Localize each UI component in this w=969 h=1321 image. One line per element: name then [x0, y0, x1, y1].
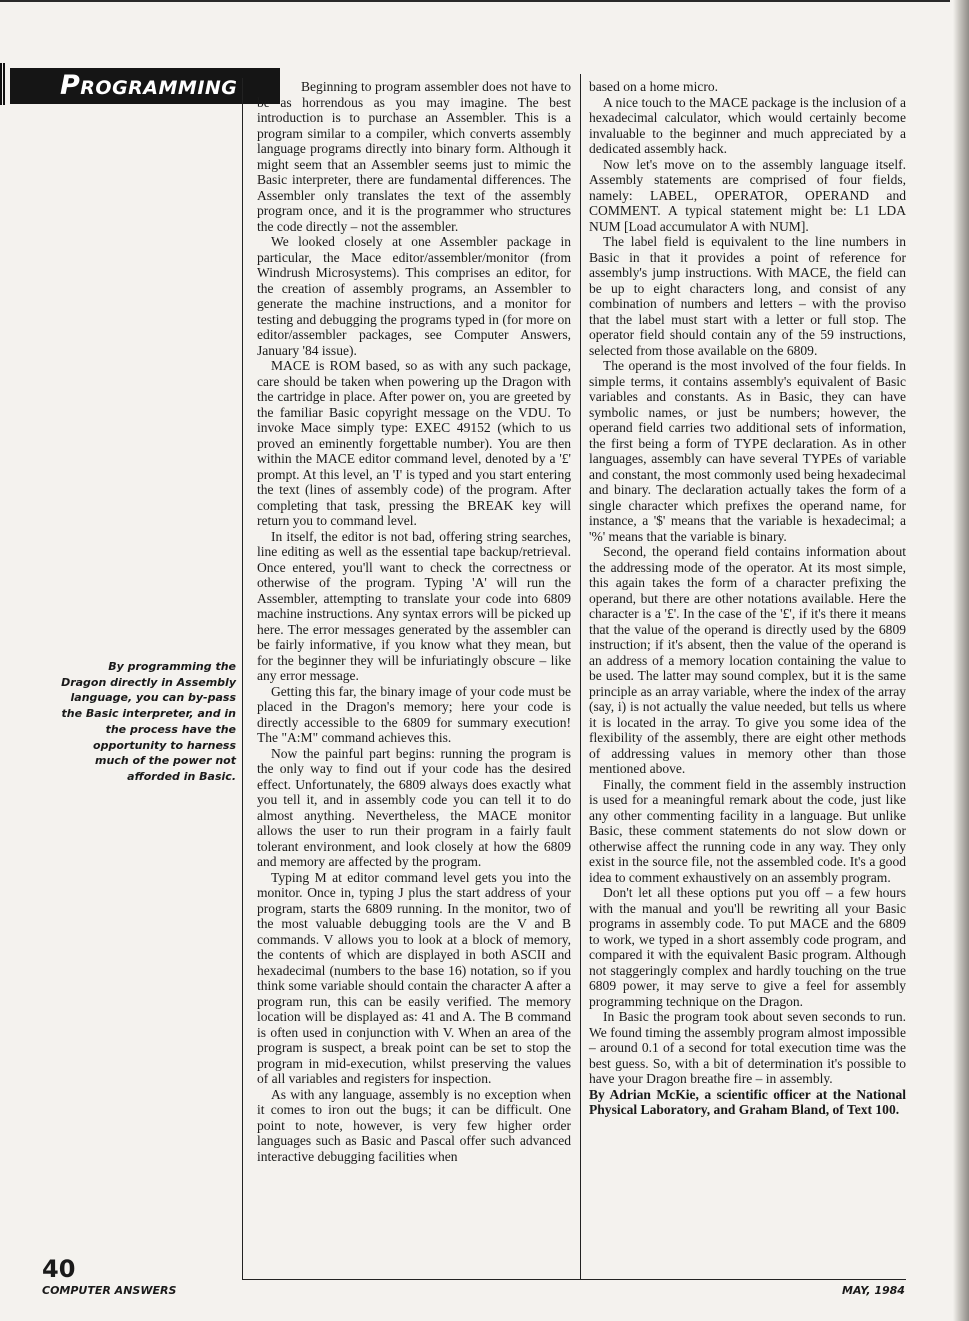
column-rule-bottom — [242, 1279, 906, 1280]
pull-caption: By programming the Dragon directly in Assembly language, you can by-pass the Basic interpreter, and in the process have the opportunity to harness much of the power not afforded in Basic. — [61, 660, 236, 783]
section-banner — [10, 68, 280, 104]
article-column-2 — [589, 79, 906, 1118]
article-paragraph: Finally, the comment field in the assembly instruction is used for a meaningful remark about the code, just like any other commenting facility in a language. But unlike Basic, these comment statements do not slow down or otherwise affect the running code in any way. They only exist in the source file, not the assembled code. It's a good idea to comment exhaustively on an assembly program. — [589, 776, 906, 885]
page-number: 40 — [42, 1255, 76, 1283]
article-paragraph: A nice touch to the MACE package is the inclusion of a hexadecimal calculator, which would certainly become invaluable to the beginner and much appreciated by a dedicated assembly hack. — [589, 94, 906, 156]
article-paragraph: based on a home micro. — [589, 79, 719, 94]
article-column-1 — [257, 79, 571, 1164]
author-byline: By Adrian McKie, a scientific officer at the National Physical Laboratory, and Graham Bland, of Text 100. — [589, 1086, 906, 1117]
page-edge-shadow — [953, 0, 969, 1321]
article-paragraph: The operand is the most involved of the four fields. In simple terms, it contains assembly's equivalent of Basic variables and constants. As in Basic, they can have symbolic names, or just be numbers; however, the operand field carries two additional sets of information, the first being a form of TYPE declaration. As in other languages, assembly can have several TYPEs of variable and constant, the most commonly used being hexadecimal and binary. The declaration actually takes the form of a single character which prefixes the operand name, for instance, a '$' means that the variable is hexadecimal; a '%' means that the variable is binary. — [589, 358, 906, 544]
article-paragraph: The label field is equivalent to the line numbers in Basic in that it provides a point of reference for assembly's jump instructions. With MACE, the field can be up to eight characters long, and consist of any combination of numbers and letters – with the proviso that the label must start with a letter or full stop. The operator field should contain any of the 59 instructions, selected from those available on the 6809. — [589, 234, 906, 358]
top-rule — [0, 0, 950, 2]
column-rule-left — [242, 78, 243, 1280]
section-title: Programming — [60, 70, 238, 101]
article-paragraph: In Basic the program took about seven seconds to run. We found timing the assembly program almost impossible – around 0.1 of a second for total execution time was the best guess. So, with a bit of determination it's possible to have your Dragon breathe fire – in assembly. — [589, 1009, 906, 1086]
article-paragraph: Typing M at editor command level gets you into the monitor. Once in, typing J plus the start address of your program, starts the 6809 running. In the monitor, two of the most valuable debugging tools are the V and B commands. V allows you to look at a block of memory, the contents of which are displayed in both ASCII and hexadecimal (numbers to the base 16) notation, so if you think some variable should contain the character A after a program run, this can be easily verified. The memory location will be displayed as: 41 and A. The B command is often used in conjunction with V. When an area of the program is suspect, a break point can be set to stop the program in mid-execution, whilst preserving the values of all variables and registers for inspection. — [257, 869, 571, 1086]
article-paragraph: As with any language, assembly is no exception when it comes to iron out the bugs; it can be difficult. One point to note, however, is very few higher order languages such as Basic and Pascal offer such advanced interactive debugging facilities when — [257, 1086, 571, 1164]
issue-date: MAY, 1984 — [842, 1284, 905, 1297]
article-paragraph: MACE is ROM based, so as with any such package, care should be taken when powering up the Dragon with the cartridge in place. After power on, you are greeted by the familiar Basic copyright message on the VDU. To invoke Mace simply type: EXEC 49152 (which to us proved an eminently forgettable number). You are then within the MACE editor command level, denoted by a '£' prompt. At this level, an 'I' is typed and you start entering the text (lines of assembly code) of the program. After completing that task, pressing the BREAK key will return you to command level. — [257, 358, 571, 528]
section-tab-marker — [0, 63, 6, 105]
article-paragraph: In itself, the editor is not bad, offering string searches, line editing as well as the essential tape backup/retrieval. Once entered, you'll want to check the correctness or otherwise of the program. Typing 'A' will run the Assembler, attempting to translate your code into 6809 machine instructions. Any syntax errors will be picked up here. The error messages generated by the assembler can be fairly informative, if you know what they mean, but for the beginner they will be infuriatingly obscure – like any error message. — [257, 528, 571, 683]
article-paragraph: Don't let all these options put you off – a few hours with the manual and you'll be rewriting all your Basic programs in assembly code. To put MACE and the 6809 to work, we typed in a short assembly code program, and compared it with the equivalent Basic program. Although not staggeringly complex and hardly touching on the true 6809 power, it may serve to give a feel for assembly programming technique on the Dragon. — [589, 885, 906, 1009]
article-paragraph: We looked closely at one Assembler package in particular, the Mace editor/assembler/monitor (from Windrush Microsystems). This comprises an editor, for the creation of assembly programs, an Assembler to generate the machine instructions, and a monitor for testing and debugging the programs typed in (for more on editor/assembler packages, see Computer Answers, January '84 issue). — [257, 234, 571, 358]
article-paragraph: Getting this far, the binary image of your code must be placed in the Dragon's memory; here your code is directly accessible to the 6809 for summary execution! The "A:M" command achieves this. — [257, 683, 571, 745]
article-paragraph: Beginning to program assembler does not have to be as horrendous as you may imagine. The best introduction is to purchase an Assembler. This is a program similar to a compiler, which converts assembly language programs directly into binary form. Although it might seem that an Assembler seems just to mimic the Basic interpreter, there are fundamental differences. The Assembler only translates the text of the assembly program once, and it is the programmer who structures the code directly – not the assembler. — [257, 79, 571, 234]
magazine-name: COMPUTER ANSWERS — [42, 1284, 177, 1297]
article-paragraph: Now the painful part begins: running the program is the only way to find out if your code has the desired effect. Unfortunately, the 6809 always does exactly what you tell it, and in assembly code you can tell it to do almost anything. Nevertheless, the MACE monitor allows the user to run their program in a fairly fault tolerant environment, and look closely at how the 6809 and memory are affected by the program. — [257, 745, 571, 869]
column-rule-middle — [580, 74, 581, 1279]
article-paragraph: Second, the operand field contains information about the addressing mode of the operator. At its most simple, this again takes the form of a character prefixing the operand, but there are other notations available. Here the character is a '£'. In the case of the '£', if it's there it means that the value of the operand is directly used by the 6809 instruction; if it's absent, then the value of the operand is an address of a memory location containing the value to be used. The latter may sound complex, but it is the same principle as an array variable, where the index of the array (say, i) is not actually the value needed, but tells us where it is located in the array. To give you some idea of the flexibility of the assembly, there are eight other methods of addressing values in memory other than those mentioned above. — [589, 544, 906, 776]
article-paragraph: Now let's move on to the assembly language itself. Assembly statements are comprised of four fields, namely: LABEL, OPERATOR, OPERAND and COMMENT. A typical statement might be: L1 LDA NUM [Load accumulator A with NUM]. — [589, 156, 906, 234]
